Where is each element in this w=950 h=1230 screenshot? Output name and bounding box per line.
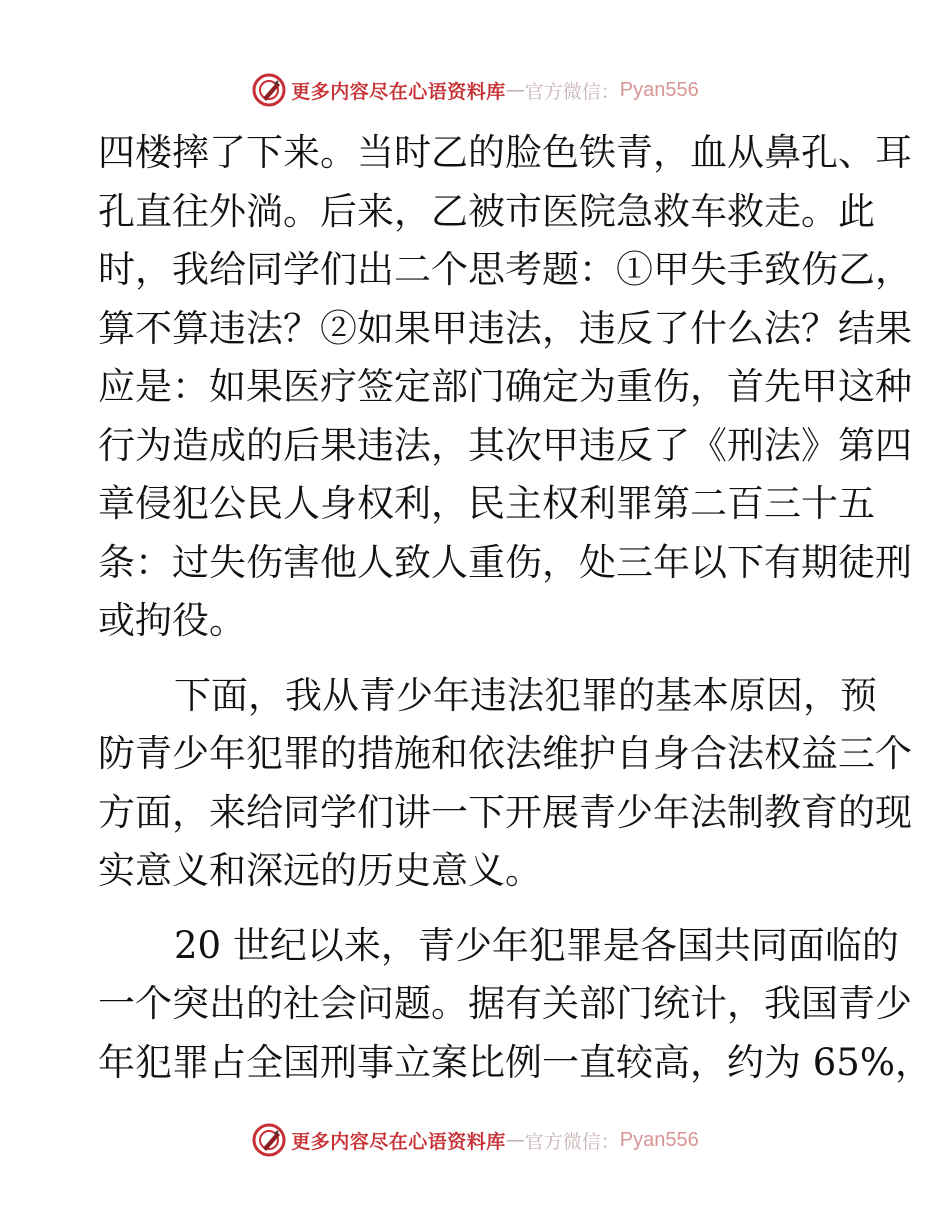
text-line: 年犯罪占全国刑事立案比例一直较高，约为 65%，	[98, 1040, 932, 1084]
text-line: 时，我给同学们出二个思考题：①甲失手致伤乙，	[98, 248, 912, 291]
logo-icon	[251, 1122, 287, 1158]
text-line: 四楼摔了下来。当时乙的脸色铁青，血从鼻孔、耳	[98, 131, 912, 174]
wechat-label: 官方微信：	[524, 1130, 620, 1153]
paragraph-1	[98, 124, 912, 651]
paragraph-3	[98, 917, 932, 1093]
text-line: 20 世纪以来，青少年犯罪是各国共同面临的	[174, 923, 899, 967]
wechat-handle: Pyan556	[619, 78, 699, 101]
header-watermark	[0, 72, 950, 108]
document-body	[98, 124, 932, 1092]
text-line: 应是：如果医疗签定部门确定为重伤，首先甲这种	[98, 365, 912, 408]
footer-watermark	[0, 1122, 950, 1158]
paragraph-2	[98, 667, 912, 901]
text-line: 或拘役。	[98, 599, 246, 642]
wechat-label: 官方微信：	[524, 80, 620, 103]
brand-text: 更多内容尽在心语资料库	[291, 80, 506, 103]
text-line: 行为造成的后果违法，其次甲违反了《刑法》第四	[98, 423, 912, 467]
text-line: 防青少年犯罪的措施和依法维护自身合法权益三个	[98, 732, 912, 775]
separator-dash: —	[505, 79, 525, 101]
logo-icon	[251, 72, 287, 108]
brand-text: 更多内容尽在心语资料库	[291, 1130, 506, 1153]
text-line: 孔直往外淌。后来，乙被市医院急救车救走。此	[98, 189, 875, 233]
separator-dash: —	[505, 1129, 525, 1151]
text-line: 方面，来给同学们讲一下开展青少年法制教育的现	[98, 790, 912, 834]
text-line: 实意义和深远的历史意义。	[98, 849, 542, 892]
text-line: 章侵犯公民人身权利，民主权利罪第二百三十五	[98, 482, 875, 525]
text-line: 条：过失伤害他人致人重伤，处三年以下有期徒刑	[98, 540, 912, 584]
wechat-handle: Pyan556	[619, 1128, 699, 1151]
text-line: 下面，我从青少年违法犯罪的基本原因，预	[174, 673, 877, 717]
text-line: 一个突出的社会问题。据有关部门统计，我国青少	[98, 982, 912, 1025]
text-line: 算不算违法？②如果甲违法，违反了什么法？结果	[98, 306, 912, 350]
